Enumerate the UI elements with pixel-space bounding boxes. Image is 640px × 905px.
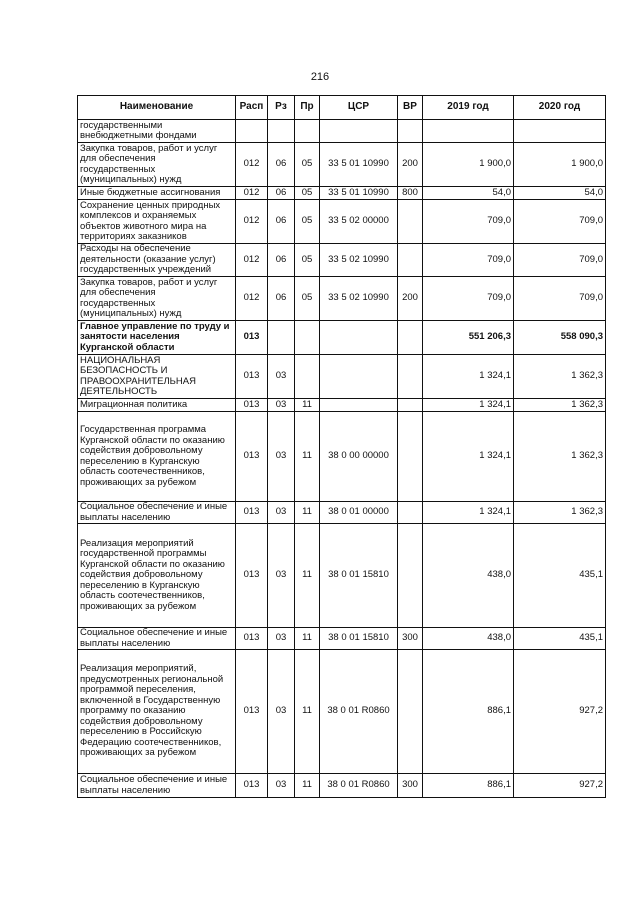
cell-rasp: 012 xyxy=(236,277,268,321)
cell-2019: 438,0 xyxy=(423,628,514,650)
cell-pr: 05 xyxy=(295,143,320,187)
cell-2019: 886,1 xyxy=(423,650,514,774)
cell-vr xyxy=(398,650,423,774)
cell-name: Социальное обеспечение и иные выплаты населению xyxy=(78,774,236,798)
table-row xyxy=(78,399,606,412)
cell-2019: 438,0 xyxy=(423,524,514,628)
cell-2020: 435,1 xyxy=(514,628,606,650)
header-2019: 2019 год xyxy=(423,96,514,120)
header-2020: 2020 год xyxy=(514,96,606,120)
cell-2019: 709,0 xyxy=(423,200,514,244)
cell-rasp: 012 xyxy=(236,187,268,200)
cell-pr: 11 xyxy=(295,628,320,650)
cell-csr: 33 5 01 10990 xyxy=(320,143,398,187)
cell-rz: 06 xyxy=(268,200,295,244)
cell-pr: 11 xyxy=(295,524,320,628)
cell-name: Иные бюджетные ассигнования xyxy=(78,187,236,200)
cell-rasp: 013 xyxy=(236,399,268,412)
table-row xyxy=(78,502,606,524)
cell-2019: 1 324,1 xyxy=(423,399,514,412)
cell-2019: 886,1 xyxy=(423,774,514,798)
cell-2019: 709,0 xyxy=(423,277,514,321)
cell-rz: 03 xyxy=(268,355,295,399)
cell-2019: 1 900,0 xyxy=(423,143,514,187)
cell-rasp: 013 xyxy=(236,502,268,524)
cell-2020: 1 362,3 xyxy=(514,502,606,524)
header-csr: ЦСР xyxy=(320,96,398,120)
cell-rz: 03 xyxy=(268,524,295,628)
cell-pr: 11 xyxy=(295,650,320,774)
cell-2019: 709,0 xyxy=(423,244,514,277)
table-row xyxy=(78,650,606,774)
cell-rz: 06 xyxy=(268,187,295,200)
cell-rz: 06 xyxy=(268,277,295,321)
cell-csr: 38 0 01 R0860 xyxy=(320,650,398,774)
table-row xyxy=(78,774,606,798)
cell-rasp: 013 xyxy=(236,774,268,798)
cell-rz: 03 xyxy=(268,399,295,412)
cell-pr: 11 xyxy=(295,412,320,502)
table-row xyxy=(78,143,606,187)
cell-pr xyxy=(295,120,320,143)
cell-vr xyxy=(398,412,423,502)
cell-csr: 33 5 02 10990 xyxy=(320,244,398,277)
table-body xyxy=(78,120,606,798)
cell-rz xyxy=(268,120,295,143)
cell-2019 xyxy=(423,120,514,143)
cell-pr xyxy=(295,321,320,355)
table-row xyxy=(78,200,606,244)
cell-2019: 1 324,1 xyxy=(423,412,514,502)
cell-name: Миграционная политика xyxy=(78,399,236,412)
cell-vr xyxy=(398,524,423,628)
header-vr: ВР xyxy=(398,96,423,120)
table-row xyxy=(78,187,606,200)
header-name: Наименование xyxy=(78,96,236,120)
table-row xyxy=(78,628,606,650)
cell-csr: 38 0 01 00000 xyxy=(320,502,398,524)
cell-rasp: 012 xyxy=(236,244,268,277)
cell-2020 xyxy=(514,120,606,143)
cell-csr: 38 0 00 00000 xyxy=(320,412,398,502)
cell-name: Социальное обеспечение и иные выплаты населению xyxy=(78,628,236,650)
cell-rasp: 013 xyxy=(236,412,268,502)
cell-vr: 200 xyxy=(398,143,423,187)
table-row xyxy=(78,120,606,143)
cell-pr xyxy=(295,355,320,399)
cell-vr: 300 xyxy=(398,628,423,650)
cell-csr: 33 5 01 10990 xyxy=(320,187,398,200)
cell-csr xyxy=(320,399,398,412)
cell-name: Закупка товаров, работ и услуг для обеспечения государственных (муниципальных) нужд xyxy=(78,277,236,321)
cell-2019: 1 324,1 xyxy=(423,502,514,524)
cell-pr: 11 xyxy=(295,399,320,412)
header-rz: Рз xyxy=(268,96,295,120)
cell-2019: 1 324,1 xyxy=(423,355,514,399)
cell-rasp: 013 xyxy=(236,524,268,628)
table-row xyxy=(78,412,606,502)
cell-csr: 33 5 02 10990 xyxy=(320,277,398,321)
cell-vr xyxy=(398,355,423,399)
cell-name: Государственная программа Курганской области по оказанию содействия добровольному переселению в Курганскую область соотечественников, проживающих за рубежом xyxy=(78,412,236,502)
page-number: 216 xyxy=(310,71,330,83)
cell-rasp: 013 xyxy=(236,650,268,774)
cell-vr xyxy=(398,399,423,412)
cell-2020: 558 090,3 xyxy=(514,321,606,355)
cell-vr xyxy=(398,502,423,524)
cell-2020: 435,1 xyxy=(514,524,606,628)
cell-rasp: 012 xyxy=(236,143,268,187)
budget-table xyxy=(77,95,606,798)
cell-vr xyxy=(398,120,423,143)
cell-rz: 03 xyxy=(268,774,295,798)
cell-vr: 800 xyxy=(398,187,423,200)
cell-csr: 38 0 01 15810 xyxy=(320,628,398,650)
table-row xyxy=(78,321,606,355)
cell-csr xyxy=(320,321,398,355)
cell-vr: 200 xyxy=(398,277,423,321)
cell-rz: 03 xyxy=(268,502,295,524)
cell-2020: 1 362,3 xyxy=(514,399,606,412)
cell-pr: 05 xyxy=(295,277,320,321)
cell-name: Главное управление по труду и занятости населения Курганской области xyxy=(78,321,236,355)
cell-pr: 11 xyxy=(295,502,320,524)
cell-name: НАЦИОНАЛЬНАЯ БЕЗОПАСНОСТЬ И ПРАВООХРАНИТЕЛЬНАЯ ДЕЯТЕЛЬНОСТЬ xyxy=(78,355,236,399)
cell-rasp: 012 xyxy=(236,200,268,244)
cell-vr: 300 xyxy=(398,774,423,798)
cell-2019: 551 206,3 xyxy=(423,321,514,355)
cell-2020: 1 362,3 xyxy=(514,355,606,399)
cell-csr: 38 0 01 15810 xyxy=(320,524,398,628)
cell-rz: 03 xyxy=(268,412,295,502)
cell-2020: 709,0 xyxy=(514,200,606,244)
cell-pr: 05 xyxy=(295,200,320,244)
cell-rz xyxy=(268,321,295,355)
cell-csr: 33 5 02 00000 xyxy=(320,200,398,244)
cell-rz: 03 xyxy=(268,650,295,774)
cell-rasp: 013 xyxy=(236,628,268,650)
cell-rz: 06 xyxy=(268,143,295,187)
cell-2020: 709,0 xyxy=(514,244,606,277)
cell-2020: 927,2 xyxy=(514,774,606,798)
cell-pr: 05 xyxy=(295,187,320,200)
header-rasp: Расп xyxy=(236,96,268,120)
cell-name: государственными внебюджетными фондами xyxy=(78,120,236,143)
cell-rasp: 013 xyxy=(236,321,268,355)
cell-vr xyxy=(398,244,423,277)
cell-vr xyxy=(398,321,423,355)
cell-name: Сохранение ценных природных комплексов и охраняемых объектов животного мира на территориях заказников xyxy=(78,200,236,244)
table-header-row xyxy=(78,96,606,120)
table-row xyxy=(78,355,606,399)
cell-csr xyxy=(320,355,398,399)
cell-2020: 1 362,3 xyxy=(514,412,606,502)
table-row xyxy=(78,277,606,321)
table-row xyxy=(78,524,606,628)
cell-2020: 1 900,0 xyxy=(514,143,606,187)
cell-2020: 709,0 xyxy=(514,277,606,321)
cell-name: Расходы на обеспечение деятельности (оказание услуг) государственных учреждений xyxy=(78,244,236,277)
cell-csr xyxy=(320,120,398,143)
cell-name: Реализация мероприятий, предусмотренных региональной программой переселения, включенной в Государственную программу по оказанию содействия добровольному переселению в Российскую Федерацию соотечественников, проживающих за рубежом xyxy=(78,650,236,774)
cell-csr: 38 0 01 R0860 xyxy=(320,774,398,798)
cell-2020: 54,0 xyxy=(514,187,606,200)
cell-name: Реализация мероприятий государственной программы Курганской области по оказанию содействия добровольному переселению в Курганскую область соотечественников, проживающих за рубежом xyxy=(78,524,236,628)
header-pr: Пр xyxy=(295,96,320,120)
cell-vr xyxy=(398,200,423,244)
cell-2019: 54,0 xyxy=(423,187,514,200)
cell-rasp xyxy=(236,120,268,143)
cell-2020: 927,2 xyxy=(514,650,606,774)
cell-pr: 05 xyxy=(295,244,320,277)
cell-rz: 03 xyxy=(268,628,295,650)
cell-pr: 11 xyxy=(295,774,320,798)
cell-rasp: 013 xyxy=(236,355,268,399)
cell-name: Социальное обеспечение и иные выплаты населению xyxy=(78,502,236,524)
cell-name: Закупка товаров, работ и услуг для обеспечения государственных (муниципальных) нужд xyxy=(78,143,236,187)
table-row xyxy=(78,244,606,277)
cell-rz: 06 xyxy=(268,244,295,277)
